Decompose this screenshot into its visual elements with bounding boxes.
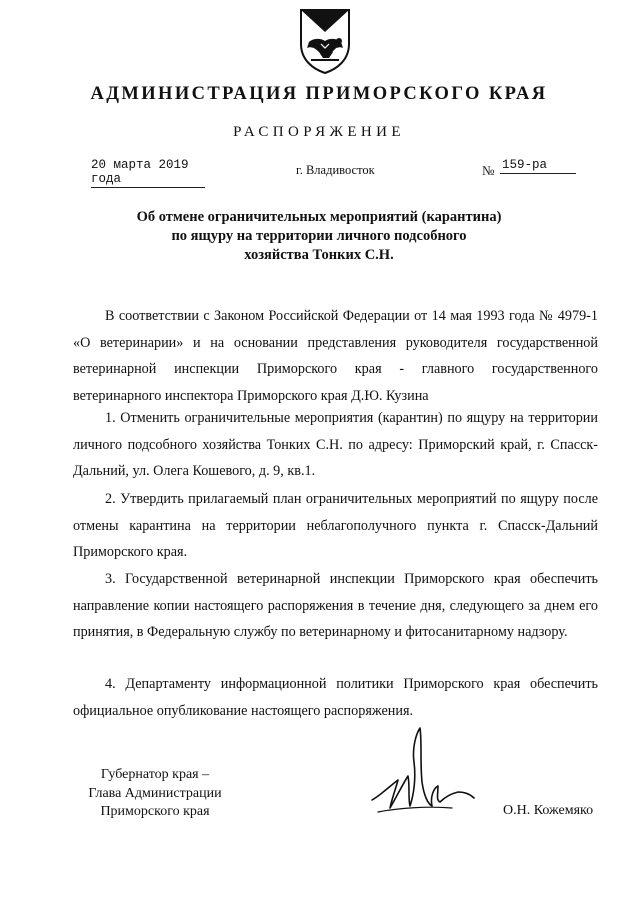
title-line: хозяйства Тонких С.Н. [244,247,394,263]
document-number: 159-ра [500,158,576,174]
document-title [90,208,548,265]
clause-paragraph: 2. Утвердить прилагаемый план ограничительных мероприятий по ящуру после отмены карантина на территории неблагополучного пункта г. Спасск-Дальний Приморского края. [73,491,598,561]
coat-of-arms-icon [299,8,351,74]
number-sign: № [482,163,495,178]
position-line: Глава Администрации [88,785,222,801]
title-line: Об отмене ограничительных мероприятий (карантина) [136,209,502,225]
clause-paragraph: 1. Отменить ограничительные мероприятия (карантин) по ящуру на территории личного подсобного хозяйства Тонких С.Н. по адресу: Приморский край, г. Спасск-Дальний, ул. Олега Кошевого, д. 9, кв.1. [73,410,598,480]
document-type: РАСПОРЯЖЕНИЕ [233,124,405,140]
title-line: по ящуру на территории личного подсобного [171,228,467,244]
document-date: 20 марта 2019 года [91,158,205,188]
position-line: Губернатор края – [100,767,210,782]
clause-paragraph: 3. Государственной ветеринарной инспекции Приморского края обеспечить направление копии настоящего распоряжения в течение дня, следующего за днем его принятия, в Федеральную службу по ветеринарному и фитосанитарному надзору. [73,571,598,641]
document-city: г. Владивосток [296,163,375,177]
position-line: Приморского края [100,804,210,819]
organization-name: АДМИНИСТРАЦИЯ ПРИМОРСКОГО КРАЯ [90,84,548,104]
clause-paragraph: 4. Департаменту информационной политики Приморского края обеспечить официальное опубликование настоящего распоряжения. [73,676,598,719]
signatory-position [66,766,244,822]
handwritten-signature-icon [368,722,478,830]
preamble-paragraph: В соответствии с Законом Российской Федерации от 14 мая 1993 года № 4979-1 «О ветеринарии» и на основании представления руководителя государственной ветеринарной инспекции Приморского края - главного государственного ветеринарного инспектора Приморского края Д.Ю. Кузина [73,308,598,405]
signatory-name: О.Н. Кожемяко [503,803,594,818]
